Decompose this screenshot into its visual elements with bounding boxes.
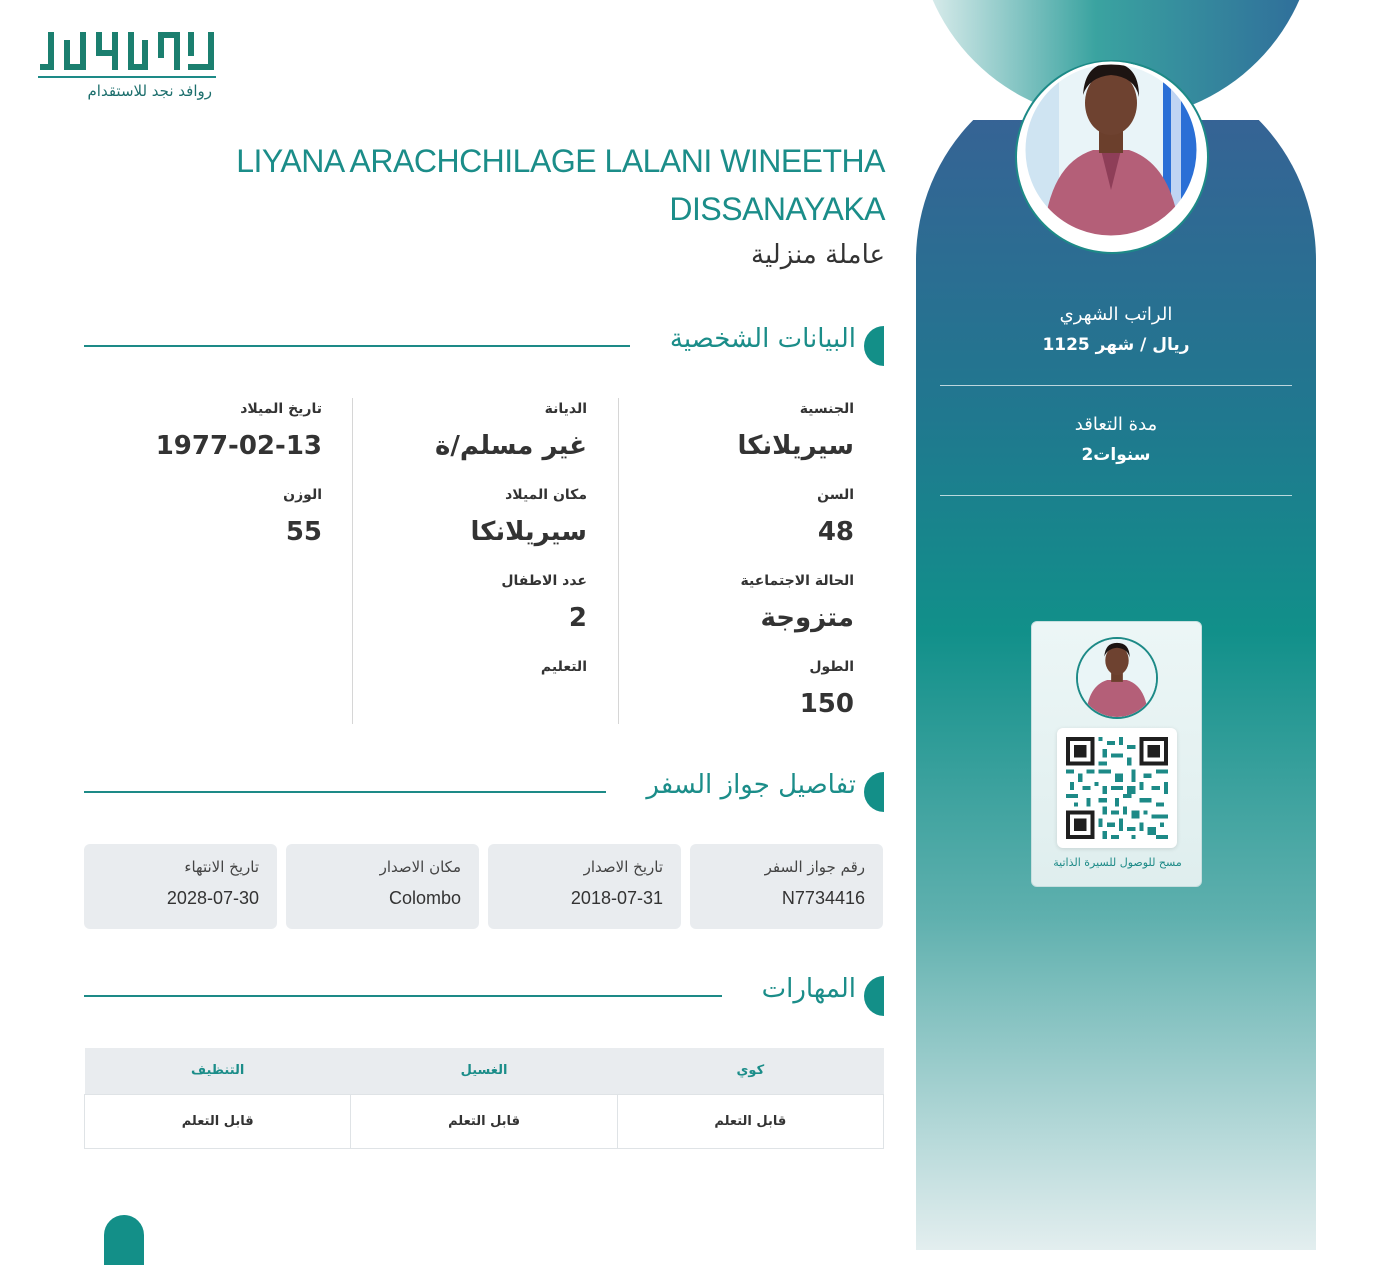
field-value: غير مسلم/ة	[434, 431, 587, 461]
field-value: 48	[817, 517, 854, 547]
skill-level: قابل التعلم	[617, 1094, 883, 1148]
section-title: تفاصيل جواز السفر	[646, 770, 856, 800]
salary-value: 1125 ريال / شهر	[1042, 335, 1190, 355]
field-value: 1977-02-13	[155, 431, 322, 461]
personal-column-1	[624, 398, 854, 742]
section-marker	[864, 772, 884, 812]
field-age	[624, 484, 854, 570]
job-title: عاملة منزلية	[751, 240, 885, 270]
skill-name: الغسيل	[351, 1048, 617, 1094]
field-value: 150	[799, 689, 854, 719]
field-value: متزوجة	[760, 603, 854, 633]
skills-table	[84, 1048, 884, 1149]
avatar	[1023, 55, 1199, 243]
section-title: المهارات	[761, 974, 856, 1004]
field-label: الطول	[809, 659, 854, 675]
passport-label: رقم جواز السفر	[764, 858, 865, 876]
passport-value: Colombo	[388, 888, 461, 908]
passport-issue-date-box	[488, 844, 681, 929]
field-label: السن	[817, 487, 854, 503]
column-divider	[618, 398, 619, 724]
field-weight	[92, 484, 322, 570]
footer-tab-decoration	[104, 1215, 144, 1265]
qr-code-icon	[1066, 737, 1168, 839]
section-passport-header	[84, 770, 884, 814]
field-label: مكان الميلاد	[505, 487, 587, 503]
field-value: 2	[568, 603, 587, 633]
section-rule	[84, 995, 722, 997]
passport-value: 2018-07-31	[570, 888, 663, 908]
personal-column-2	[357, 398, 587, 742]
personal-column-3	[92, 398, 322, 570]
salary-block	[940, 304, 1292, 355]
portrait-photo	[1023, 55, 1199, 243]
skills-header-row	[85, 1048, 884, 1094]
field-value: سيريلانكا	[737, 431, 854, 461]
section-rule	[84, 791, 606, 793]
skill-level: قابل التعلم	[85, 1094, 351, 1148]
passport-issue-place-box	[286, 844, 479, 929]
field-value: 55	[285, 517, 322, 547]
sidebar-divider	[940, 385, 1292, 386]
passport-label: تاريخ الانتهاء	[184, 858, 259, 876]
section-marker	[864, 326, 884, 366]
field-height	[624, 656, 854, 742]
section-rule	[84, 345, 630, 347]
contract-label: مدة التعاقد	[1074, 414, 1158, 435]
salary-label: الراتب الشهري	[1059, 304, 1173, 325]
qr-caption: مسح للوصول للسيرة الذاتية	[1053, 856, 1182, 869]
qr-avatar	[1076, 637, 1158, 719]
field-label: الديانة	[544, 401, 587, 417]
portrait-photo-small	[1078, 639, 1156, 717]
sidebar-divider	[940, 495, 1292, 496]
field-label: التعليم	[540, 659, 587, 675]
passport-number-box	[690, 844, 883, 929]
field-nationality	[624, 398, 854, 484]
qr-code[interactable]	[1057, 728, 1177, 848]
field-label: الجنسية	[799, 401, 854, 417]
candidate-name: LIYANA ARACHCHILAGE LALANI WINEETHA DISSANAYAKA	[236, 143, 885, 227]
field-label: تاريخ الميلاد	[240, 401, 322, 417]
field-marital-status	[624, 570, 854, 656]
section-personal-header	[84, 324, 884, 368]
field-children	[357, 570, 587, 656]
field-birthplace	[357, 484, 587, 570]
logo-mark-icon	[38, 30, 216, 72]
field-value: سيريلانكا	[470, 517, 587, 547]
field-birthdate	[92, 398, 322, 484]
section-marker	[864, 976, 884, 1016]
logo-text: روافد نجد للاستقدام	[87, 82, 212, 100]
qr-card[interactable]	[1031, 621, 1202, 887]
passport-label: تاريخ الاصدار	[583, 858, 663, 876]
skill-name: التنظيف	[85, 1048, 351, 1094]
field-education	[357, 656, 587, 742]
column-divider	[352, 398, 353, 724]
brand-logo	[38, 30, 218, 105]
contract-block	[940, 414, 1292, 465]
field-religion	[357, 398, 587, 484]
logo-underline	[38, 76, 216, 78]
skill-name: كوي	[617, 1048, 883, 1094]
field-label: الحالة الاجتماعية	[740, 573, 854, 589]
skill-level: قابل التعلم	[351, 1094, 617, 1148]
passport-value: N7734416	[781, 888, 865, 908]
field-label: الوزن	[283, 487, 322, 503]
passport-expiry-box	[84, 844, 277, 929]
passport-value: 2028-07-30	[166, 888, 259, 908]
passport-label: مكان الاصدار	[379, 858, 461, 876]
field-label: عدد الاطفال	[501, 573, 587, 589]
skills-level-row	[85, 1094, 884, 1148]
contract-value: 2سنوات	[1081, 445, 1151, 465]
section-title: البيانات الشخصية	[669, 324, 856, 354]
section-skills-header	[84, 974, 884, 1018]
